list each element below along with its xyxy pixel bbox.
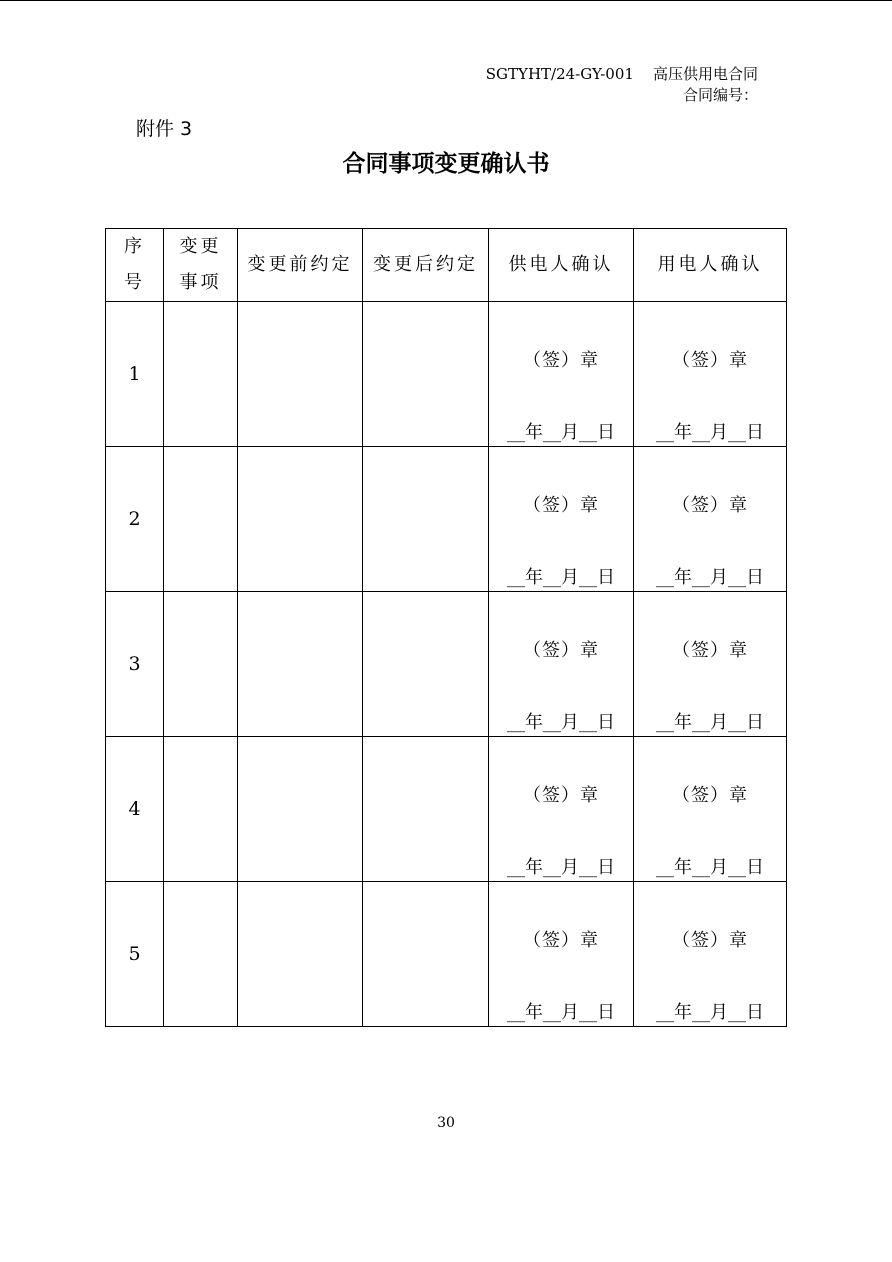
- row-after[interactable]: [363, 302, 489, 447]
- row-seq: 4: [106, 737, 164, 882]
- supplier-sign-cell[interactable]: [489, 882, 634, 1027]
- table-row: [106, 302, 787, 447]
- row-change-item[interactable]: [164, 882, 238, 1027]
- seal-label: （签）章: [523, 785, 599, 806]
- header-code-title: SGTYHT/24-GY-001 高压供用电合同: [485, 65, 758, 83]
- row-seq: 5: [106, 882, 164, 1027]
- user-sign-cell[interactable]: [634, 882, 787, 1027]
- supplier-sign-cell[interactable]: [489, 737, 634, 882]
- header-seq: [106, 229, 164, 302]
- row-before[interactable]: [238, 447, 363, 592]
- seal-label: （签）章: [672, 785, 748, 806]
- date-line: __年__月__日: [656, 1002, 764, 1023]
- header-item-bottom: 事项: [179, 272, 222, 293]
- header-change-item: [164, 229, 238, 302]
- table-header-row: [106, 229, 787, 302]
- supplier-sign-cell[interactable]: [489, 447, 634, 592]
- user-sign-cell[interactable]: [634, 302, 787, 447]
- date-line: __年__月__日: [507, 567, 615, 588]
- row-after[interactable]: [363, 447, 489, 592]
- row-before[interactable]: [238, 302, 363, 447]
- change-confirmation-table: [105, 228, 787, 1027]
- header-seq-top: 序: [124, 236, 145, 257]
- row-seq: 2: [106, 447, 164, 592]
- row-after[interactable]: [363, 882, 489, 1027]
- row-after[interactable]: [363, 592, 489, 737]
- table-row: [106, 882, 787, 1027]
- date-line: __年__月__日: [507, 857, 615, 878]
- row-change-item[interactable]: [164, 302, 238, 447]
- header-user-confirm: 用电人确认: [634, 229, 787, 302]
- header-supplier-confirm: 供电人确认: [489, 229, 634, 302]
- date-line: __年__月__日: [656, 712, 764, 733]
- date-line: __年__月__日: [656, 422, 764, 443]
- seal-label: （签）章: [523, 350, 599, 371]
- row-change-item[interactable]: [164, 447, 238, 592]
- header-after: 变更后约定: [363, 229, 489, 302]
- seal-label: （签）章: [672, 350, 748, 371]
- seal-label: （签）章: [672, 495, 748, 516]
- date-line: __年__月__日: [507, 712, 615, 733]
- row-after[interactable]: [363, 737, 489, 882]
- user-sign-cell[interactable]: [634, 592, 787, 737]
- date-line: __年__月__日: [656, 567, 764, 588]
- contract-number-label: 合同编号：: [682, 86, 758, 104]
- table-row: [106, 447, 787, 592]
- date-line: __年__月__日: [656, 857, 764, 878]
- page-title: 合同事项变更确认书: [342, 151, 550, 177]
- table-row: [106, 592, 787, 737]
- seal-label: （签）章: [672, 930, 748, 951]
- row-change-item[interactable]: [164, 737, 238, 882]
- date-line: __年__月__日: [507, 1002, 615, 1023]
- date-line: __年__月__日: [507, 422, 615, 443]
- attachment-label: 附件 3: [136, 118, 193, 140]
- supplier-sign-cell[interactable]: [489, 302, 634, 447]
- seal-label: （签）章: [523, 495, 599, 516]
- user-sign-cell[interactable]: [634, 447, 787, 592]
- row-before[interactable]: [238, 737, 363, 882]
- user-sign-cell[interactable]: [634, 737, 787, 882]
- seal-label: （签）章: [523, 930, 599, 951]
- row-seq: 1: [106, 302, 164, 447]
- row-before[interactable]: [238, 882, 363, 1027]
- table-row: [106, 737, 787, 882]
- page-number: 30: [437, 1115, 455, 1131]
- seal-label: （签）章: [672, 640, 748, 661]
- row-seq: 3: [106, 592, 164, 737]
- row-before[interactable]: [238, 592, 363, 737]
- header-before: 变更前约定: [238, 229, 363, 302]
- top-border-line: [0, 0, 892, 1]
- seal-label: （签）章: [523, 640, 599, 661]
- header-item-top: 变更: [179, 236, 222, 257]
- supplier-sign-cell[interactable]: [489, 592, 634, 737]
- header-seq-bottom: 号: [124, 272, 145, 293]
- row-change-item[interactable]: [164, 592, 238, 737]
